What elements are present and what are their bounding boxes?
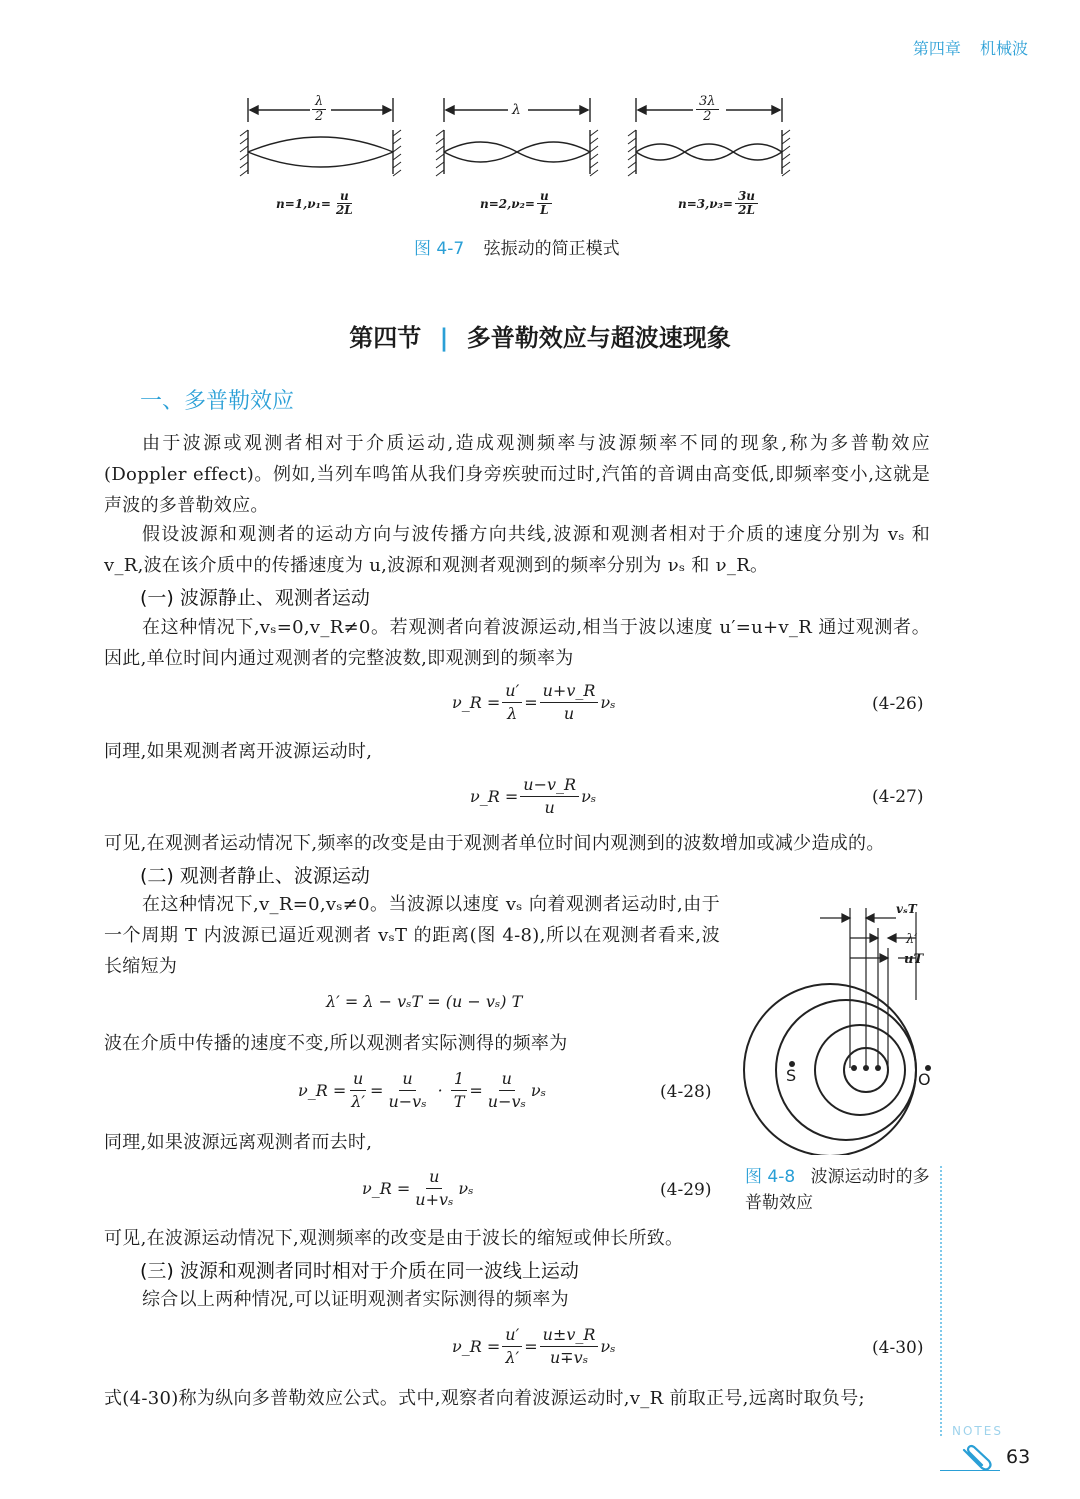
label-S: S xyxy=(786,1066,797,1085)
chapter-title: 机械波 xyxy=(979,39,1028,58)
subsection-heading: 一、多普勒效应 xyxy=(140,389,295,414)
figure-title: 弦振动的简正模式 xyxy=(483,239,620,259)
section-number: 第四节 xyxy=(349,324,422,352)
figure-4-7-caption xyxy=(414,234,620,259)
label-uT: uT xyxy=(904,952,924,967)
equation-number-4-27: (4-27) xyxy=(872,787,924,807)
dim-label-3: $\frac{3\lambda}{2}$ xyxy=(696,95,719,124)
paragraph-4: 同理,如果观测者离开波源运动时, xyxy=(104,741,373,762)
paperclip-icon xyxy=(960,1444,994,1476)
paragraph-9: 可见,在波源运动情况下,观测频率的改变是由于波长的缩短或伸长所致。 xyxy=(104,1228,684,1249)
paragraph-3: 在这种情况下,vₛ=0,v_R≠0。若观测者向着波源运动,相当于波以速度 u′=u+v_R 通过观测者。因此,单位时间内通过观测者的完整波数,即观测到的频率为 xyxy=(104,617,930,669)
equation-4-30: ν_R = $\frac{u'}{\lambda'}$ = $\frac{u\pm v\_R}{\text{u∓vₛ}}$ νₛ xyxy=(452,1325,616,1367)
label-vsT: vₛT xyxy=(896,902,917,916)
equation-4-26: ν_R = $\frac{u'}{\lambda}$ = $\frac{u+v\_R}{u}$ νₛ xyxy=(452,681,616,723)
mode-formula-2: n=2,ν₂= $\frac{u}{L}$ xyxy=(480,190,554,217)
page-number: 63 xyxy=(1006,1446,1031,1468)
equation-4-28: ν_R = $\frac{u}{\lambda'}$ = $\frac{u}{\text{u−vₛ}}$ · $\frac{1}{T}$ = $\frac{u}{\text{u−vₛ}}$ νₛ xyxy=(298,1069,547,1111)
label-O: O xyxy=(918,1070,931,1089)
equation-number-4-29: (4-29) xyxy=(660,1180,712,1200)
dim-label-1: $\frac{\lambda}{2}$ xyxy=(312,95,326,124)
figure-4-8-caption xyxy=(745,1164,933,1216)
paragraph-10: 综合以上两种情况,可以证明观测者实际测得的频率为 xyxy=(142,1289,569,1310)
heading-source-moving: (二) 观测者静止、波源运动 xyxy=(140,865,370,887)
heading-both-moving: (三) 波源和观测者同时相对于介质在同一波线上运动 xyxy=(140,1260,579,1282)
section-title: 多普勒效应与超波速现象 xyxy=(466,324,731,352)
paragraph-8: 同理,如果波源远离观测者而去时, xyxy=(104,1132,373,1153)
dim-label-2: λ xyxy=(512,102,521,118)
running-header xyxy=(913,36,1028,59)
equation-number-4-28: (4-28) xyxy=(660,1082,712,1102)
figure-4-7 xyxy=(238,92,808,222)
mode-formula-3: n=3,ν₃= $\frac{3u}{2L}$ xyxy=(678,190,760,217)
equation-wavelength: λ′ = λ − vₛT = (u − vₛ) T xyxy=(326,992,523,1011)
equation-number-4-26: (4-26) xyxy=(872,694,924,714)
footer-line xyxy=(940,1470,1000,1471)
chapter-number: 第四章 xyxy=(912,39,961,58)
section-heading xyxy=(0,318,1080,353)
figure-number: 图 4-8 xyxy=(745,1167,796,1187)
heading-observer-moving: (一) 波源静止、观测者运动 xyxy=(140,587,370,609)
equation-4-27: ν_R = $\frac{u-v\_R}{u}$ νₛ xyxy=(470,775,597,817)
paragraph-6: 在这种情况下,v_R=0,vₛ≠0。当波源以速度 vₛ 向着观测者运动时,由于一个周期 T 内波源已逼近观测者 vₛT 的距离(图 4-8),所以在观测者看来,波长缩短为 xyxy=(104,894,720,977)
section-divider: | xyxy=(439,324,449,352)
paragraph-11: 式(4-30)称为纵向多普勒效应公式。式中,观察者向着波源运动时,v_R 前取正号,远离时取负号; xyxy=(104,1388,865,1409)
figure-number: 图 4-7 xyxy=(414,239,465,259)
paragraph-2: 假设波源和观测者的运动方向与波传播方向共线,波源和观测者相对于介质的速度分别为 vₛ 和 v_R,波在该介质中的传播速度为 u,波源和观测者观测到的频率分别为 νₛ 和 ν_R。 xyxy=(104,524,930,576)
mode-formula-1: n=1,ν₁= $\frac{u}{2L}$ xyxy=(276,189,353,217)
equation-number-4-30: (4-30) xyxy=(872,1338,924,1358)
notes-label: NOTES xyxy=(952,1424,1003,1438)
paragraph-1: 由于波源或观测者相对于介质运动,造成观测频率与波源频率不同的现象,称为多普勒效应(Doppler effect)。例如,当列车鸣笛从我们身旁疾驶而过时,汽笛的音调由高变低,即频率变小,这就是声波的多普勒效应。 xyxy=(104,433,930,516)
figure-title: 波源运动时的多普勒效应 xyxy=(745,1167,930,1213)
figure-4-8 xyxy=(738,900,938,1155)
paragraph-7: 波在介质中传播的速度不变,所以观测者实际测得的频率为 xyxy=(104,1033,568,1054)
equation-4-29: ν_R = $\frac{u}{\text{u+vₛ}}$ νₛ xyxy=(362,1167,474,1209)
paragraph-5: 可见,在观测者运动情况下,频率的改变是由于观测者单位时间内观测到的波数增加或减少造成的。 xyxy=(104,833,885,854)
label-lambda-prime: λ′ xyxy=(906,932,918,947)
notes-margin-line xyxy=(940,1166,942,1436)
